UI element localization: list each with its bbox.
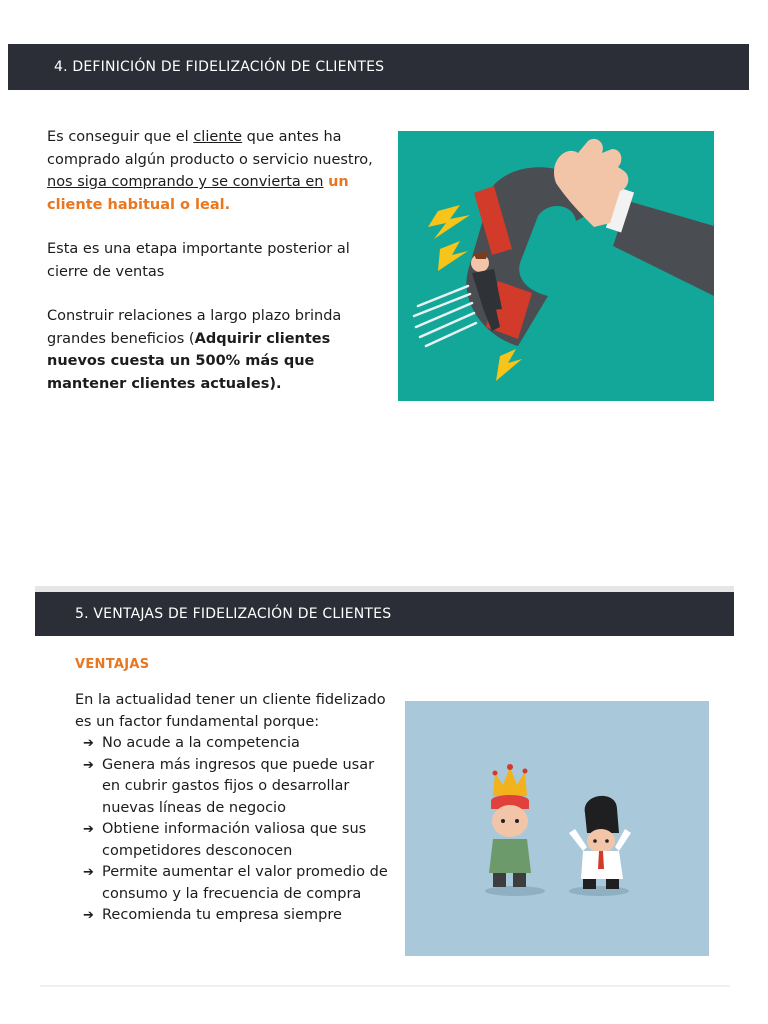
magnet-attracting-businessman-icon — [398, 131, 714, 401]
list-item — [75, 755, 395, 820]
list-item-text: Recomienda tu empresa siempre — [102, 907, 342, 923]
arrow-right-icon: ➔ — [83, 908, 94, 923]
text-run: que antes ha comprado algún producto o servicio nuestro, — [47, 129, 373, 168]
section-5-title: 5. VENTAJAS DE FIDELIZACIÓN DE CLIENTES — [75, 606, 392, 622]
list-item-text: Obtiene información valiosa que sus competidores desconocen — [102, 821, 367, 859]
underlined-text: cliente — [193, 129, 243, 145]
highlight-text: un cliente habitual o leal. — [47, 174, 349, 213]
section-4-title: 4. DEFINICIÓN DE FIDELIZACIÓN DE CLIENTES — [54, 59, 385, 75]
bold-text: Adquirir clientes nuevos cuesta un 500% más que mantener clientes actuales). — [47, 330, 331, 392]
underlined-text: nos siga comprando y se convierta en — [47, 174, 324, 190]
list-item — [75, 733, 395, 755]
page-bottom-divider — [40, 985, 730, 987]
list-item-text: Genera más ingresos que puede usar en cubrir gastos fijos o desarrollar nuevas líneas de negocio — [102, 756, 375, 816]
list-item-text: Permite aumentar el valor promedio de consumo y la frecuencia de compra — [102, 864, 388, 902]
crowned-customer-illustration — [405, 701, 709, 956]
definition-paragraph — [47, 126, 377, 216]
arrow-right-icon: ➔ — [83, 822, 94, 837]
arrow-right-icon: ➔ — [83, 865, 94, 880]
ventajas-heading: VENTAJAS — [75, 657, 150, 672]
list-item — [75, 862, 395, 905]
section-4-header — [8, 44, 749, 90]
benefits-paragraph — [47, 305, 377, 395]
section-4-body — [47, 126, 377, 417]
text-run: Es conseguir que el — [47, 129, 194, 145]
king-customer-and-businessman-icon — [405, 701, 709, 956]
section-5-body — [75, 690, 395, 927]
advantages-list — [75, 733, 395, 927]
arrow-right-icon: ➔ — [83, 757, 94, 773]
intro-paragraph: En la actualidad tener un cliente fidelizado es un factor fundamental porque: — [75, 692, 386, 730]
magnet-illustration — [398, 131, 714, 401]
list-item — [75, 905, 395, 927]
text-run: Construir relaciones a largo plazo brinda grandes beneficios ( — [47, 308, 342, 347]
stage-paragraph: Esta es una etapa importante posterior al cierre de ventas — [47, 241, 350, 280]
list-item — [75, 819, 395, 862]
arrow-right-icon: ➔ — [83, 736, 94, 751]
list-item-text: No acude a la competencia — [102, 735, 300, 751]
section-5-header — [35, 592, 734, 636]
